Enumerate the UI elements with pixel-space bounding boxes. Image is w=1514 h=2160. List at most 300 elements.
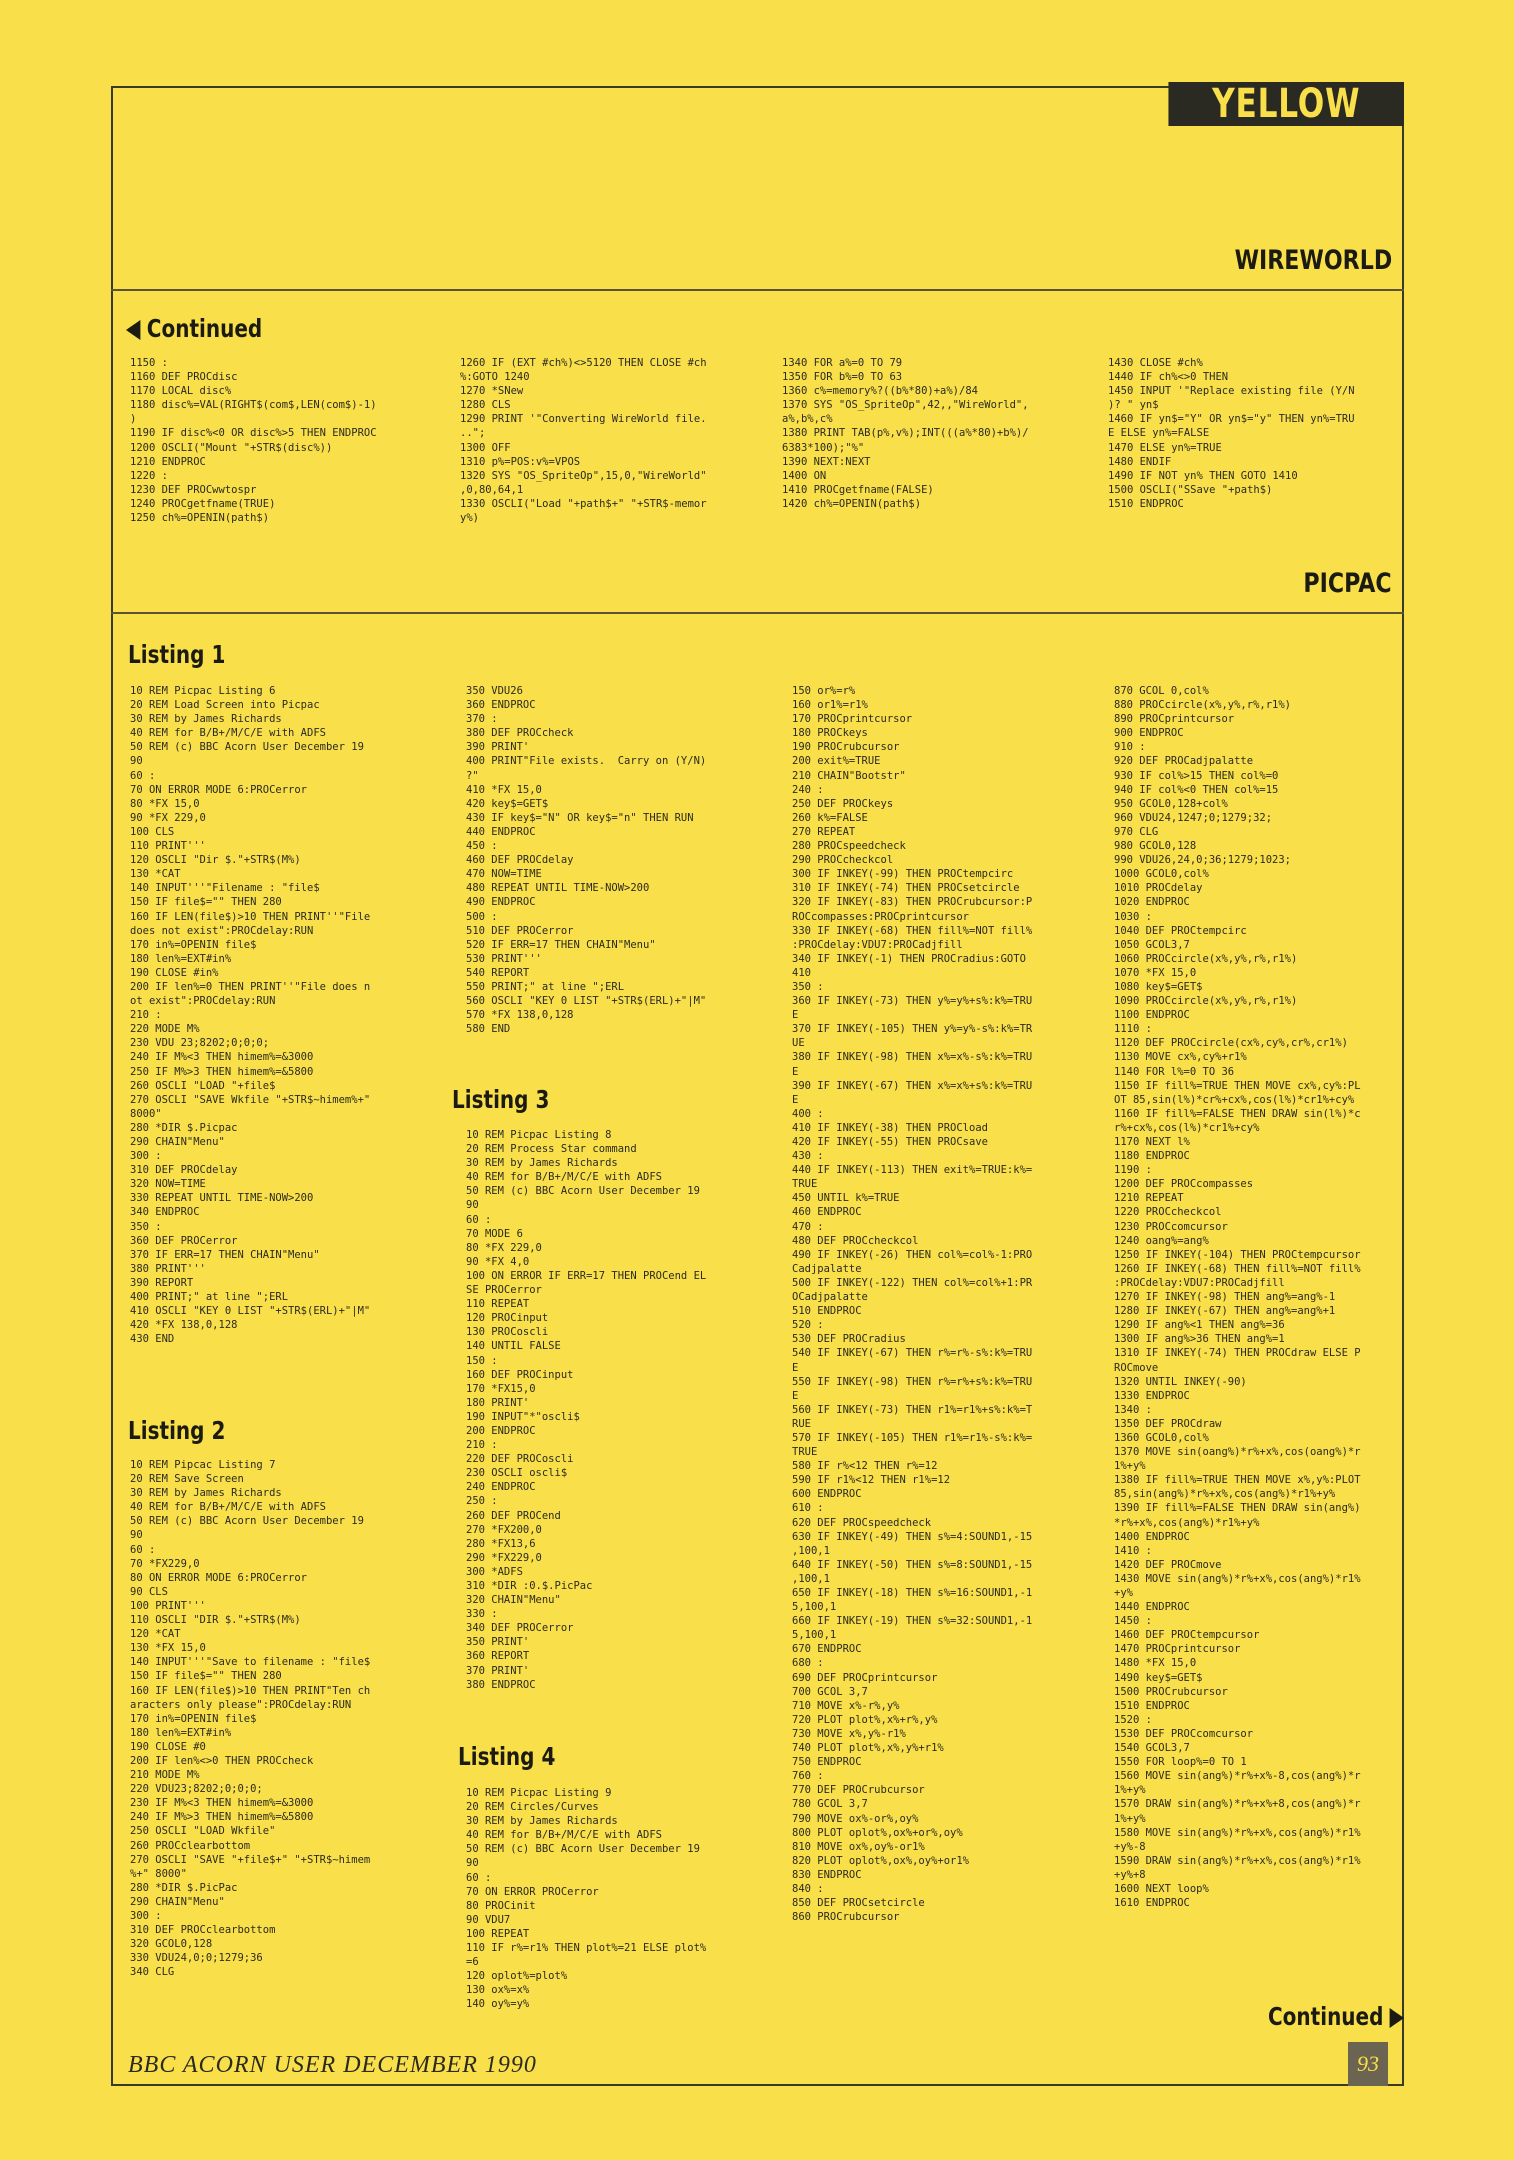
code-line: 1510 ENDPROC [1114, 1699, 1190, 1712]
code-line: 170 *FX15,0 [466, 1382, 536, 1395]
code-line: 350 VDU26 [466, 685, 523, 697]
code-line: 1190 : [1114, 1164, 1152, 1177]
code-line: 390 REPORT [130, 1276, 194, 1289]
code-line: 220 DEF PROCoscli [466, 1453, 574, 1466]
code-line: 290 PROCcheckcol [792, 854, 894, 867]
publication-footer: BBC ACORN USER DECEMBER 1990 [128, 2052, 537, 2078]
code-line: .."; [460, 427, 486, 440]
code-line: 160 or1%=r1% [792, 699, 868, 712]
code-line: 10 REM Picpac Listing 9 [466, 1787, 612, 1799]
code-line: 830 ENDPROC [792, 1868, 862, 1881]
code-line: 230 VDU 23;8202;0;0;0; [130, 1037, 270, 1050]
code-line: 650 IF INKEY(-18) THEN s%=16:SOUND1,-1 [792, 1587, 1033, 1599]
code-line: 820 PLOT oplot%,ox%,oy%+or1% [792, 1854, 970, 1867]
listing-4-heading: Listing 4 [458, 1742, 556, 1771]
code-line: 60 : [466, 1871, 492, 1884]
code-line: 1020 ENDPROC [1114, 896, 1190, 909]
code-line: 850 DEF PROCsetcircle [792, 1897, 925, 1910]
code-line: 840 : [792, 1882, 824, 1895]
code-line: 60 : [130, 1543, 156, 1556]
code-line: 860 PROCrubcursor [792, 1911, 900, 1924]
code-line: 240 ENDPROC [466, 1481, 536, 1494]
code-line: 130 *FX 15,0 [130, 1642, 206, 1655]
code-line: 210 : [130, 1009, 162, 1022]
code-line: 250 IF M%>3 THEN himem%=&5800 [130, 1065, 314, 1078]
code-line: 580 IF r%<12 THEN r%=12 [792, 1460, 938, 1473]
code-line: r%+cx%,cos(l%)*cr1%+cy% [1114, 1121, 1260, 1134]
code-line: 570 *FX 138,0,128 [466, 1009, 574, 1022]
code-line: 300 : [130, 1150, 162, 1163]
code-line: 90 VDU7 [466, 1913, 511, 1926]
code-line: Cadjpalatte [792, 1262, 862, 1275]
code-line: 50 REM (c) BBC Acorn User December 19 [466, 1843, 700, 1856]
code-line: 550 PRINT;" at line ";ERL [466, 980, 625, 993]
code-line: 1380 PRINT TAB(p%,v%);INT(((a%*80)+b%)/ [782, 427, 1029, 440]
code-line: 250 OSCLI "LOAD Wkfile" [130, 1825, 276, 1838]
code-line: 1440 IF ch%<>0 THEN [1108, 371, 1229, 384]
code-line: 20 REM Save Screen [130, 1473, 244, 1486]
code-line: 1200 DEF PROCcompasses [1114, 1178, 1254, 1191]
code-line: 1490 IF NOT yn% THEN GOTO 1410 [1108, 469, 1298, 482]
code-line: 730 MOVE x%,y%-r1% [792, 1727, 906, 1740]
code-line: 410 IF INKEY(-38) THEN PROCload [792, 1121, 988, 1134]
code-line: 1150 : [130, 357, 168, 369]
code-line: 470 NOW=TIME [466, 868, 542, 881]
code-line: 750 ENDPROC [792, 1756, 862, 1769]
code-line: 230 OSCLI oscli$ [466, 1467, 568, 1480]
code-line: 1270 *SNew [460, 385, 524, 398]
code-line: 150 IF file$="" THEN 280 [130, 1670, 282, 1683]
code-line: E [792, 1389, 799, 1402]
code-line: 180 PROCkeys [792, 727, 868, 740]
wireworld-column-2 [460, 356, 707, 525]
code-line: 400 : [792, 1107, 824, 1120]
code-line: 530 DEF PROCradius [792, 1333, 906, 1346]
code-line: 1490 key$=GET$ [1114, 1671, 1203, 1684]
code-line: 1310 p%=POS:v%=VPOS [460, 455, 581, 468]
code-line: ,100,1 [792, 1544, 830, 1557]
code-line: 180 len%=EXT#in% [130, 952, 232, 965]
code-line: 100 CLS [130, 825, 175, 838]
code-line: 560 OSCLI "KEY 0 LIST "+STR$(ERL)+"|M" [466, 995, 707, 1008]
listing-4-code [466, 1786, 706, 2012]
code-line: 140 INPUT'''"Filename : "file$ [130, 882, 320, 895]
code-line: 410 OSCLI "KEY 0 LIST "+STR$(ERL)+"|M" [130, 1305, 371, 1318]
listing-2-heading: Listing 2 [128, 1416, 226, 1445]
code-line: 280 *DIR $.PicPac [130, 1881, 238, 1894]
code-line: 1120 DEF PROCcircle(cx%,cy%,cr%,cr1%) [1114, 1037, 1348, 1050]
code-line: 1310 IF INKEY(-74) THEN PROCdraw ELSE P [1114, 1347, 1361, 1360]
code-line: 380 PRINT''' [130, 1262, 206, 1275]
code-line: 1000 GCOL0,col% [1114, 868, 1209, 881]
code-line: y%) [460, 512, 479, 525]
code-line: E ELSE yn%=FALSE [1108, 427, 1210, 440]
code-line: 1010 PROCdelay [1114, 882, 1203, 895]
code-line: 30 REM by James Richards [130, 713, 282, 726]
code-line: 250 DEF PROCkeys [792, 797, 894, 810]
code-line: 1240 oang%=ang% [1114, 1234, 1209, 1247]
code-line: 430 IF key$="N" OR key$="n" THEN RUN [466, 811, 694, 824]
code-line: 10 REM Picpac Listing 8 [466, 1129, 612, 1141]
code-line: 340 ENDPROC [130, 1206, 200, 1219]
code-line: 160 IF LEN(file$)>10 THEN PRINT''"File [130, 910, 371, 923]
code-line: +y% [1114, 1587, 1133, 1599]
page-number: 93 [1348, 2042, 1388, 2086]
code-line: 460 ENDPROC [792, 1206, 862, 1219]
code-line: 300 IF INKEY(-99) THEN PROCtempcirc [792, 868, 1014, 881]
code-line: ,0,80,64,1 [460, 483, 524, 496]
code-line: 170 in%=OPENIN file$ [130, 938, 257, 951]
code-line: 1110 : [1114, 1023, 1152, 1036]
code-line: 920 DEF PROCadjpalatte [1114, 755, 1254, 768]
listing-1-code [130, 684, 370, 1346]
code-line: 510 ENDPROC [792, 1305, 862, 1318]
code-line: 1340 FOR a%=0 TO 79 [782, 357, 903, 369]
code-line: 170 PROCprintcursor [792, 713, 913, 726]
listing-4-continued-code [792, 684, 1032, 1924]
listing-4-continued-code-2 [1114, 684, 1361, 1910]
code-line: 1%+y% [1114, 1460, 1146, 1473]
code-line: 760 : [792, 1770, 824, 1783]
code-line: 1330 OSCLI("Load "+path$+" "+STR$-memor [460, 497, 707, 510]
picpac-title: PICPAC [1303, 568, 1392, 599]
code-line: 610 : [792, 1502, 824, 1515]
code-line: 1400 ENDPROC [1114, 1530, 1190, 1543]
continued-label: Continued [146, 314, 263, 343]
code-line: 150 : [466, 1354, 498, 1367]
code-line: 1460 DEF PROCtempcursor [1114, 1629, 1260, 1642]
code-line: 660 IF INKEY(-19) THEN s%=32:SOUND1,-1 [792, 1615, 1033, 1628]
code-line: 210 : [466, 1439, 498, 1452]
code-line: 40 REM for B/B+/M/C/E with ADFS [466, 1829, 662, 1842]
code-line: 560 IF INKEY(-73) THEN r1%=r1%+s%:k%=T [792, 1403, 1033, 1416]
code-line: 770 DEF PROCrubcursor [792, 1784, 925, 1797]
code-line: 1320 SYS "OS_SpriteOp",15,0,"WireWorld" [460, 469, 707, 482]
code-line: 40 REM for B/B+/M/C/E with ADFS [130, 727, 326, 740]
code-line: 170 in%=OPENIN file$ [130, 1712, 257, 1725]
code-line: 1140 FOR l%=0 TO 36 [1114, 1065, 1235, 1078]
code-line: 1270 IF INKEY(-98) THEN ang%=ang%-1 [1114, 1291, 1336, 1304]
code-line: 190 PROCrubcursor [792, 741, 900, 754]
code-line: 310 DEF PROCclearbottom [130, 1924, 276, 1937]
code-line: 1350 DEF PROCdraw [1114, 1417, 1222, 1430]
code-line: 280 *FX13,6 [466, 1537, 536, 1550]
code-line: 990 VDU26,24,0;36;1279;1023; [1114, 854, 1292, 867]
code-line: 480 REPEAT UNTIL TIME-NOW>200 [466, 882, 650, 895]
code-line: 90 *FX 229,0 [130, 811, 206, 824]
arrow-right-icon [1390, 2008, 1404, 2028]
code-line: 710 MOVE x%-r%,y% [792, 1699, 900, 1712]
code-line: 720 PLOT plot%,x%+r%,y% [792, 1713, 938, 1726]
masthead: YELLOW PAGES [1168, 82, 1404, 126]
code-line: OT 85,sin(l%)*cr%+cx%,cos(l%)*cr1%+cy% [1114, 1093, 1355, 1106]
code-line: 1100 ENDPROC [1114, 1009, 1190, 1022]
code-line: 390 PRINT' [466, 741, 530, 754]
code-line: 1440 ENDPROC [1114, 1601, 1190, 1614]
code-line: 6383*100);"%" [782, 441, 865, 454]
code-line: *r%+x%,cos(ang%)*r1%+y% [1114, 1516, 1260, 1529]
code-line: 550 IF INKEY(-98) THEN r%=r%+s%:k%=TRU [792, 1375, 1033, 1388]
code-line: 1460 IF yn$="Y" OR yn$="y" THEN yn%=TRU [1108, 413, 1355, 426]
code-line: 110 PRINT''' [130, 840, 206, 853]
code-line: 1580 MOVE sin(ang%)*r%+x%,cos(ang%)*r1% [1114, 1826, 1361, 1839]
code-line: 1340 : [1114, 1403, 1152, 1416]
code-line: 370 IF ERR=17 THEN CHAIN"Menu" [130, 1248, 320, 1261]
continued-label: Continued [1268, 2002, 1384, 2031]
code-line: 320 GCOL0,128 [130, 1938, 213, 1951]
code-line: 1080 key$=GET$ [1114, 980, 1203, 993]
code-line: 140 INPUT'''"Save to filename : "file$ [130, 1656, 371, 1669]
code-line: 1070 *FX 15,0 [1114, 966, 1197, 979]
code-line: 1260 IF (EXT #ch%)<>5120 THEN CLOSE #ch [460, 357, 707, 369]
code-line: 1540 GCOL3,7 [1114, 1742, 1190, 1755]
code-line: 190 CLOSE #in% [130, 966, 219, 979]
code-line: 70 *FX229,0 [130, 1557, 200, 1570]
code-line: 810 MOVE ox%,oy%-or1% [792, 1840, 925, 1853]
code-line: 1530 DEF PROCcomcursor [1114, 1727, 1254, 1740]
code-line: 90 *FX 4,0 [466, 1255, 530, 1268]
code-line: 1050 GCOL3,7 [1114, 938, 1190, 951]
wireworld-column-3 [782, 356, 1029, 511]
code-line: 280 *DIR $.Picpac [130, 1121, 238, 1134]
code-line: 1280 IF INKEY(-67) THEN ang%=ang%+1 [1114, 1305, 1336, 1318]
divider [111, 612, 1404, 614]
code-line: +y%-8 [1114, 1840, 1146, 1853]
code-line: 1410 PROCgetfname(FALSE) [782, 483, 934, 496]
code-line: 1%+y% [1114, 1812, 1146, 1825]
code-line: 110 REPEAT [466, 1298, 530, 1311]
code-line: 370 PRINT' [466, 1664, 530, 1677]
code-line: 90 [466, 1199, 479, 1212]
code-line: 1430 MOVE sin(ang%)*r%+x%,cos(ang%)*r1% [1114, 1572, 1361, 1585]
code-line: 500 IF INKEY(-122) THEN col%=col%+1:PR [792, 1276, 1033, 1289]
code-line: 1300 OFF [460, 441, 511, 454]
code-line: 1170 NEXT l% [1114, 1136, 1190, 1148]
code-line: 310 DEF PROCdelay [130, 1164, 238, 1177]
code-line: 30 REM by James Richards [466, 1157, 618, 1170]
continued-footer [1268, 2002, 1404, 2031]
code-line: 360 REPORT [466, 1650, 530, 1663]
code-line: 430 : [792, 1150, 824, 1163]
wireworld-column-4 [1108, 356, 1355, 511]
code-line: 150 or%=r% [792, 685, 856, 697]
code-line: 1420 DEF PROCmove [1114, 1558, 1222, 1571]
divider [111, 289, 1404, 291]
code-line: 740 PLOT plot%,x%,y%+r1% [792, 1742, 944, 1755]
code-line: 360 ENDPROC [466, 699, 536, 712]
code-line: 530 PRINT''' [466, 952, 542, 965]
code-line: 1320 UNTIL INKEY(-90) [1114, 1375, 1247, 1388]
code-line: 340 IF INKEY(-1) THEN PROCradius:GOTO [792, 952, 1026, 965]
code-line: 780 GCOL 3,7 [792, 1798, 868, 1811]
code-line: 260 k%=FALSE [792, 811, 868, 824]
code-line: 340 DEF PROCerror [466, 1622, 574, 1635]
code-line: 1160 DEF PROCdisc [130, 371, 238, 384]
code-line: 260 OSCLI "LOAD "+file$ [130, 1079, 276, 1092]
code-line: 670 ENDPROC [792, 1643, 862, 1656]
code-line: 1360 c%=memory%?((b%*80)+a%)/84 [782, 385, 978, 398]
code-line: 1200 OSCLI("Mount "+STR$(disc%)) [130, 441, 333, 454]
code-line: 1220 PROCcheckcol [1114, 1206, 1222, 1219]
code-line: 880 PROCcircle(x%,y%,r%,r1%) [1114, 699, 1292, 712]
code-line: 350 : [792, 980, 824, 993]
code-line: 1390 IF fill%=FALSE THEN DRAW sin(ang%) [1114, 1502, 1361, 1515]
code-line: 390 IF INKEY(-67) THEN x%=x%+s%:k%=TRU [792, 1079, 1033, 1092]
code-line: 1430 CLOSE #ch% [1108, 357, 1203, 369]
code-line: 1210 ENDPROC [130, 455, 206, 468]
code-line: 1%+y% [1114, 1784, 1146, 1797]
code-line: 1370 SYS "OS_SpriteOp",42,,"WireWorld", [782, 399, 1029, 412]
code-line: 490 ENDPROC [466, 896, 536, 909]
code-line: 520 IF ERR=17 THEN CHAIN"Menu" [466, 938, 656, 951]
code-line: 1230 PROCcomcursor [1114, 1220, 1228, 1233]
code-line: 970 CLG [1114, 825, 1159, 838]
code-line: 130 ox%=x% [466, 1984, 530, 1997]
code-line: 1170 LOCAL disc% [130, 385, 232, 398]
code-line: 520 : [792, 1319, 824, 1332]
code-line: 180 len%=EXT#in% [130, 1726, 232, 1739]
code-line: 200 ENDPROC [466, 1424, 536, 1437]
code-line: 330 IF INKEY(-68) THEN fill%=NOT fill% [792, 924, 1033, 937]
listing-2-continued-code [466, 684, 706, 1036]
code-line: 1560 MOVE sin(ang%)*r%+x%-8,cos(ang%)*r [1114, 1770, 1361, 1783]
code-line: 5,100,1 [792, 1629, 837, 1642]
code-line: 690 DEF PROCprintcursor [792, 1671, 938, 1684]
code-line: 80 PROCinit [466, 1899, 536, 1912]
code-line: 1180 ENDPROC [1114, 1150, 1190, 1163]
code-line: 290 CHAIN"Menu" [130, 1136, 225, 1148]
code-line: 430 END [130, 1333, 175, 1346]
code-line: 1480 *FX 15,0 [1114, 1657, 1197, 1670]
code-line: 1160 IF fill%=FALSE THEN DRAW sin(l%)*c [1114, 1107, 1361, 1120]
listing-3-heading: Listing 3 [452, 1085, 550, 1114]
code-line: 1510 ENDPROC [1108, 497, 1184, 510]
code-line: 1360 GCOL0,col% [1114, 1431, 1209, 1444]
code-line: 120 OSCLI "Dir $."+STR$(M%) [130, 854, 301, 867]
code-line: RUE [792, 1417, 811, 1430]
code-line: 580 END [466, 1023, 511, 1036]
code-line: 10 REM Picpac Listing 6 [130, 685, 276, 697]
code-line: 490 IF INKEY(-26) THEN col%=col%-1:PRO [792, 1248, 1033, 1261]
code-line: 270 OSCLI "SAVE Wkfile "+STR$~himem%+" [130, 1093, 371, 1106]
listing-1-heading: Listing 1 [128, 640, 226, 669]
code-line: 240 : [792, 783, 824, 796]
code-line: 480 DEF PROCcheckcol [792, 1234, 919, 1247]
code-line: 590 IF r1%<12 THEN r1%=12 [792, 1474, 951, 1487]
code-line: 1290 IF ang%<1 THEN ang%=36 [1114, 1319, 1285, 1332]
code-line: 70 ON ERROR PROCerror [466, 1885, 599, 1898]
code-line: 330 VDU24,0;0;1279;36 [130, 1952, 263, 1965]
code-line: 80 *FX 229,0 [466, 1241, 542, 1254]
code-line: 100 PRINT''' [130, 1599, 206, 1612]
code-line: 600 ENDPROC [792, 1488, 862, 1501]
code-line: 1180 disc%=VAL(RIGHT$(com$,LEN(com$)-1) [130, 399, 377, 412]
code-line: 1380 IF fill%=TRUE THEN MOVE x%,y%:PLOT [1114, 1474, 1361, 1487]
code-line: 20 REM Circles/Curves [466, 1801, 599, 1814]
code-line: 240 IF M%>3 THEN himem%=&5800 [130, 1811, 314, 1824]
code-line: 1520 : [1114, 1713, 1152, 1726]
code-line: 230 IF M%<3 THEN himem%=&3000 [130, 1797, 314, 1810]
code-line: 980 GCOL0,128 [1114, 840, 1197, 853]
code-line: 1480 ENDIF [1108, 455, 1172, 468]
code-line: 140 UNTIL FALSE [466, 1340, 561, 1353]
code-line: 470 : [792, 1220, 824, 1233]
code-line: 420 key$=GET$ [466, 797, 549, 810]
code-line: E [792, 1093, 799, 1106]
code-line: 1350 FOR b%=0 TO 63 [782, 371, 903, 384]
code-line: 1400 ON [782, 469, 827, 482]
code-line: 410 *FX 15,0 [466, 783, 542, 796]
code-line: 1370 MOVE sin(oang%)*r%+x%,cos(oang%)*r [1114, 1446, 1361, 1459]
code-line: 1590 DRAW sin(ang%)*r%+x%,cos(ang%)*r1% [1114, 1854, 1361, 1867]
code-line: 1470 PROCprintcursor [1114, 1643, 1241, 1656]
wireworld-column-1 [130, 356, 377, 525]
listing-3-code [466, 1128, 706, 1692]
code-line: a%,b%,c% [782, 413, 833, 426]
code-line: 440 ENDPROC [466, 825, 536, 838]
code-line: 360 IF INKEY(-73) THEN y%=y%+s%:k%=TRU [792, 995, 1033, 1008]
code-line: 700 GCOL 3,7 [792, 1685, 868, 1698]
code-line: E [792, 1065, 799, 1078]
code-line: 150 IF file$="" THEN 280 [130, 896, 282, 909]
code-line: 140 oy%=y% [466, 1998, 530, 2011]
code-line: 960 VDU24,1247;0;1279;32; [1114, 811, 1273, 824]
code-line: 20 REM Process Star command [466, 1143, 637, 1156]
code-line: 220 VDU23;8202;0;0;0; [130, 1783, 263, 1796]
code-line: 500 : [466, 910, 498, 923]
code-line: 160 IF LEN(file$)>10 THEN PRINT"Ten ch [130, 1684, 371, 1697]
code-line: 200 IF len%=0 THEN PRINT''"File does n [130, 980, 371, 993]
code-line: 400 PRINT"File exists. Carry on (Y/N) [466, 755, 707, 768]
code-line: =6 [466, 1956, 479, 1969]
code-line: 210 CHAIN"Bootstr" [792, 769, 906, 782]
code-line: 300 *ADFS [466, 1565, 523, 1578]
code-line: 1220 : [130, 469, 168, 482]
code-line: 210 MODE M% [130, 1769, 200, 1782]
code-line: 370 IF INKEY(-105) THEN y%=y%-s%:k%=TR [792, 1023, 1033, 1036]
code-line: 120 oplot%=plot% [466, 1970, 568, 1983]
code-line: 90 [130, 1529, 143, 1542]
code-line: 420 IF INKEY(-55) THEN PROCsave [792, 1136, 988, 1148]
code-line: SE PROCerror [466, 1284, 542, 1297]
code-line: 380 DEF PROCcheck [466, 727, 574, 740]
code-line: 1600 NEXT loop% [1114, 1882, 1209, 1895]
code-line: 1250 ch%=OPENIN(path$) [130, 512, 270, 525]
code-line: 1420 ch%=OPENIN(path$) [782, 497, 922, 510]
code-line: 310 *DIR :0.$.PicPac [466, 1580, 593, 1592]
code-line: 50 REM (c) BBC Acorn User December 19 [130, 741, 364, 754]
code-line: 1040 DEF PROCtempcirc [1114, 924, 1247, 937]
code-line: 1300 IF ang%>36 THEN ang%=1 [1114, 1333, 1285, 1346]
code-line: 270 REPEAT [792, 825, 856, 838]
code-line: 270 *FX200,0 [466, 1523, 542, 1536]
code-line: :PROCdelay:VDU7:PROCadjfill [1114, 1276, 1285, 1289]
wireworld-title: WIREWORLD [1234, 245, 1392, 276]
code-line: ROCcompasses:PROCprintcursor [792, 910, 970, 923]
code-line: 190 CLOSE #0 [130, 1740, 206, 1753]
code-line: 540 REPORT [466, 966, 530, 979]
code-line: ROCmove [1114, 1361, 1159, 1374]
code-line: 1450 INPUT '"Replace existing file (Y/N [1108, 385, 1355, 398]
code-line: 380 IF INKEY(-98) THEN x%=x%-s%:k%=TRU [792, 1051, 1033, 1064]
continued-heading [126, 314, 262, 343]
code-line: 1410 : [1114, 1544, 1152, 1557]
code-line: 1570 DRAW sin(ang%)*r%+x%+8,cos(ang%)*r [1114, 1798, 1361, 1811]
code-line: 300 : [130, 1910, 162, 1922]
code-line: 40 REM for B/B+/M/C/E with ADFS [466, 1171, 662, 1184]
code-line: 130 PROCoscli [466, 1326, 549, 1339]
code-line: 20 REM Load Screen into Picpac [130, 699, 320, 712]
